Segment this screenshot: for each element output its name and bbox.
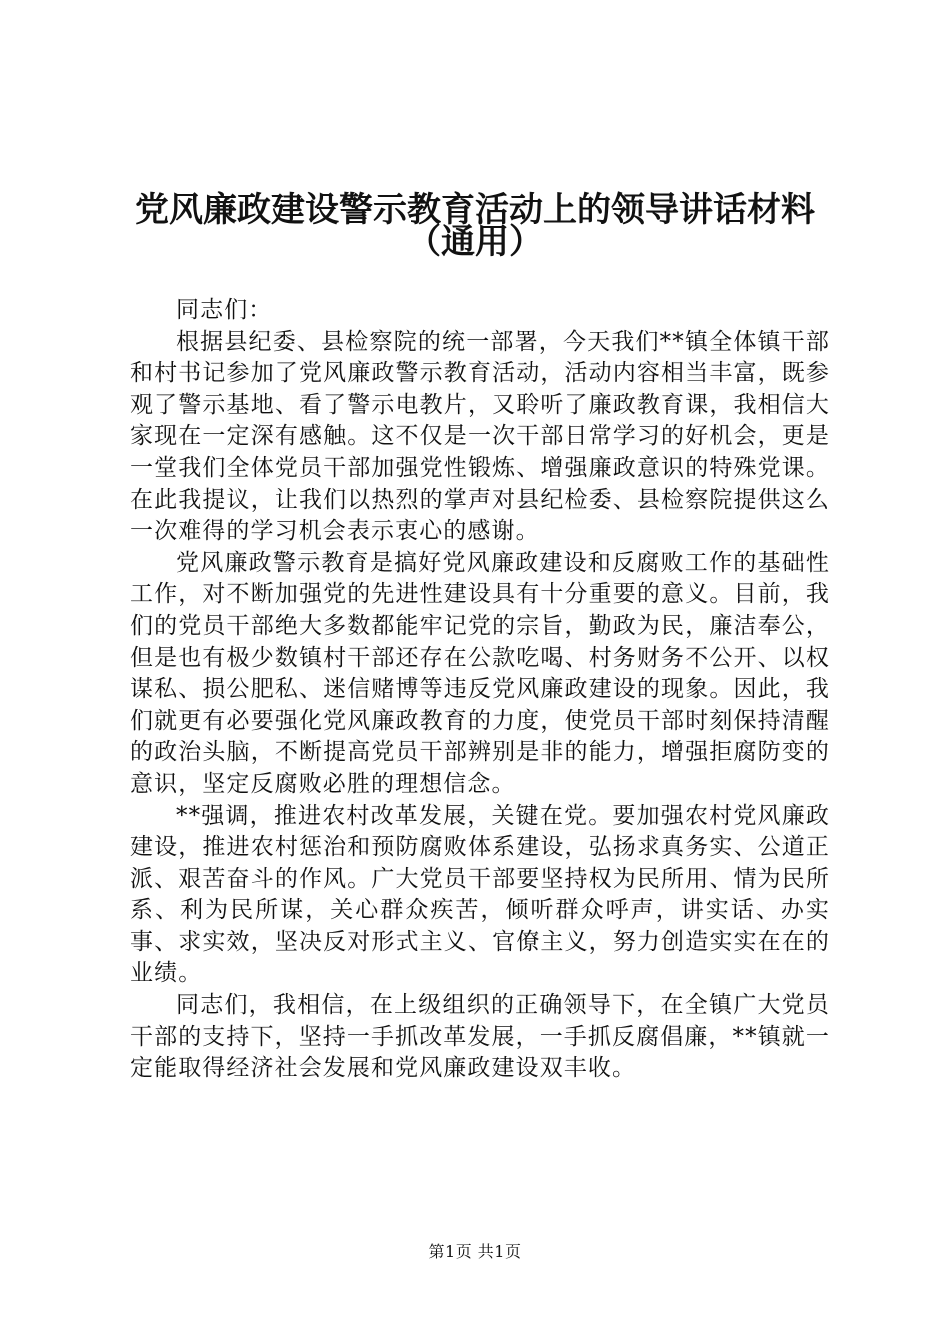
body-paragraph: 同志们，我相信，在上级组织的正确领导下，在全镇广大党员干部的支持下，坚持一手抓改革发展，一手抓反腐倡廉，**镇就一定能取得经济社会发展和党风廉政建设双丰收。 bbox=[130, 992, 830, 1082]
body-paragraph: 党风廉政警示教育是搞好党风廉政建设和反腐败工作的基础性工作，对不断加强党的先进性建设具有十分重要的意义。目前，我们的党员干部绝大多数都能牢记党的宗旨，勤政为民，廉洁奉公，但是也有极少数镇村干部还存在公款吃喝、村务财务不公开、以权谋私、损公肥私、迷信赌博等违反党风廉政建设的现象。因此，我们就更有必要强化党风廉政教育的力度，使党员干部时刻保持清醒的政治头脑，不断提高党员干部辨别是非的能力，增强拒腐防变的意识，坚定反腐败必胜的理想信念。 bbox=[130, 549, 830, 797]
document-subtitle: （通用） bbox=[407, 222, 543, 262]
document-body bbox=[130, 295, 830, 1085]
document-title: 党风廉政建设警示教育活动上的领导讲话材料 bbox=[135, 190, 815, 230]
page-number-footer: 第1页 共1页 bbox=[428, 1242, 522, 1261]
salutation-paragraph: 同志们： bbox=[176, 297, 273, 323]
body-paragraph: **强调，推进农村改革发展，关键在党。要加强农村党风廉政建设，推进农村惩治和预防腐败体系建设，弘扬求真务实、公道正派、艰苦奋斗的作风。广大党员干部要坚持权为民所用、情为民所系、利为民所谋，关心群众疾苦，倾听群众呼声，讲实话、办实事、求实效，坚决反对形式主义、官僚主义，努力创造实实在在的业绩。 bbox=[130, 802, 830, 987]
body-paragraph: 根据县纪委、县检察院的统一部署，今天我们**镇全体镇干部和村书记参加了党风廉政警示教育活动，活动内容相当丰富，既参观了警示基地、看了警示电教片，又聆听了廉政教育课，我相信大家现在一定深有感触。这不仅是一次干部日常学习的好机会，更是一堂我们全体党员干部加强党性锻炼、增强廉政意识的特殊党课。在此我提议，让我们以热烈的掌声对县纪检委、县检察院提供这么一次难得的学习机会表示衷心的感谢。 bbox=[130, 328, 830, 545]
